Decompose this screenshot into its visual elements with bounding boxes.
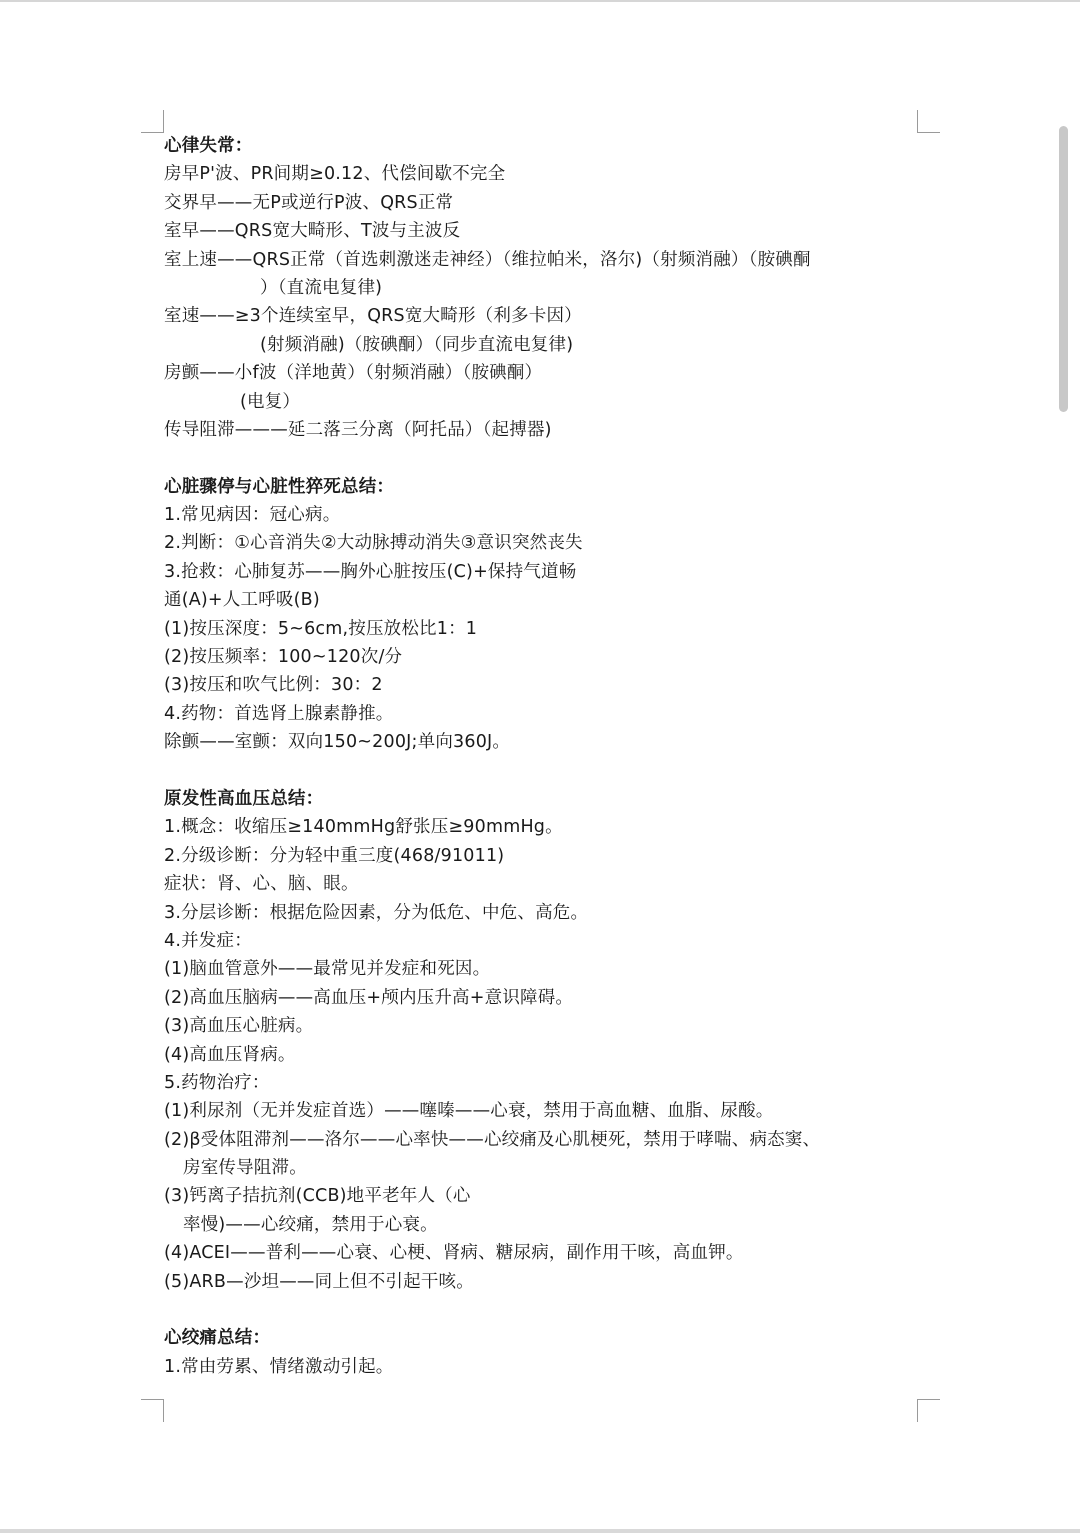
text-line: 通(A)+人工呼吸(B)	[164, 590, 320, 611]
text-line: 3.分层诊断：根据危险因素，分为低危、中危、高危。	[164, 902, 589, 923]
crop-mark-bottom-left	[141, 1399, 164, 1422]
text-line: 除颤——室颤：双向150~200J;单向360J。	[164, 732, 511, 753]
text-line: 症状：肾、心、脑、眼。	[164, 874, 359, 895]
text-line: 3.抢救：心肺复苏——胸外心脏按压(C)+保持气道畅	[164, 561, 577, 582]
blank-line	[164, 1296, 924, 1324]
text-line: (2)高血压脑病——高血压+颅内压升高+意识障碍。	[164, 987, 574, 1008]
text-line: (4)ACEI——普利——心衰、心梗、肾病、糖尿病，副作用干咳，高血钾。	[164, 1243, 744, 1264]
section-heading: 原发性高血压总结：	[164, 788, 324, 809]
text-line: 2.分级诊断：分为轻中重三度(468/91011)	[164, 845, 505, 866]
text-line: 率慢)——心绞痛，禁用于心衰。	[183, 1214, 438, 1235]
text-line: ）（直流电复律)	[260, 277, 383, 298]
crop-mark-top-left	[141, 110, 164, 133]
text-line: 传导阻滞———延二落三分离（阿托品）（起搏器)	[164, 419, 552, 440]
bottom-divider	[0, 1529, 1080, 1533]
text-line: (射频消融)（胺碘酮）（同步直流电复律)	[260, 334, 574, 355]
section-heading: 心绞痛总结：	[164, 1328, 271, 1349]
scrollbar-thumb[interactable]	[1059, 126, 1068, 412]
text-line: 室早——QRS宽大畸形、T波与主波反	[164, 221, 461, 242]
text-line: 室上速——QRS正常（首选刺激迷走神经）（维拉帕米，洛尔)（射频消融）（胺碘酮	[164, 249, 811, 270]
text-line: (1)按压深度：5~6cm,按压放松比1：1	[164, 618, 478, 639]
text-line: 1.常见病因：冠心病。	[164, 505, 341, 526]
text-line: 1.概念：收缩压≥140mmHg舒张压≥90mmHg。	[164, 817, 563, 838]
text-line: (3)按压和吹气比例：30：2	[164, 675, 383, 696]
text-line: (1)脑血管意外——最常见并发症和死因。	[164, 959, 491, 980]
text-line: (5)ARB—沙坦——同上但不引起干咳。	[164, 1271, 474, 1292]
text-line: 5.药物治疗：	[164, 1072, 270, 1093]
text-line: (2)β受体阻滞剂——洛尔——心率快——心绞痛及心肌梗死，禁用于哮喘、病态窦、	[164, 1129, 821, 1150]
text-line: (4)高血压肾病。	[164, 1044, 296, 1065]
blank-line	[164, 444, 924, 472]
text-line: 4.并发症：	[164, 930, 252, 951]
section-heading: 心律失常：	[164, 136, 253, 156]
top-divider	[0, 0, 1080, 2]
text-line: (1)利尿剂（无并发症首选）——噻嗪——心衰，禁用于高血糖、血脂、尿酸。	[164, 1101, 774, 1122]
text-line: (3)高血压心脏病。	[164, 1016, 314, 1037]
text-line: (电复）	[240, 391, 301, 412]
crop-mark-top-right	[917, 110, 940, 133]
blank-line	[164, 757, 924, 785]
text-line: 1.常由劳累、情绪激动引起。	[164, 1356, 394, 1377]
document-body	[164, 132, 924, 1381]
text-line: 房早P'波、PR间期≥0.12、代偿间歇不完全	[164, 164, 506, 185]
text-line: 4.药物：首选肾上腺素静推。	[164, 703, 394, 724]
crop-mark-bottom-right	[917, 1399, 940, 1422]
text-line: 室速——≥3个连续室早，QRS宽大畸形（利多卡因）	[164, 306, 582, 327]
text-line: (2)按压频率：100~120次/分	[164, 647, 403, 668]
text-line: (3)钙离子拮抗剂(CCB)地平老年人（心	[164, 1186, 471, 1207]
text-line: 房室传导阻滞。	[183, 1158, 307, 1179]
text-line: 房颤——小f波（洋地黄）（射频消融）（胺碘酮）	[164, 363, 543, 384]
section-heading: 心脏骤停与心脏性猝死总结：	[164, 476, 395, 497]
text-line: 交界早——无P或逆行P波、QRS正常	[164, 192, 454, 213]
text-line: 2.判断：①心音消失②大动脉搏动消失③意识突然丧失	[164, 533, 583, 554]
